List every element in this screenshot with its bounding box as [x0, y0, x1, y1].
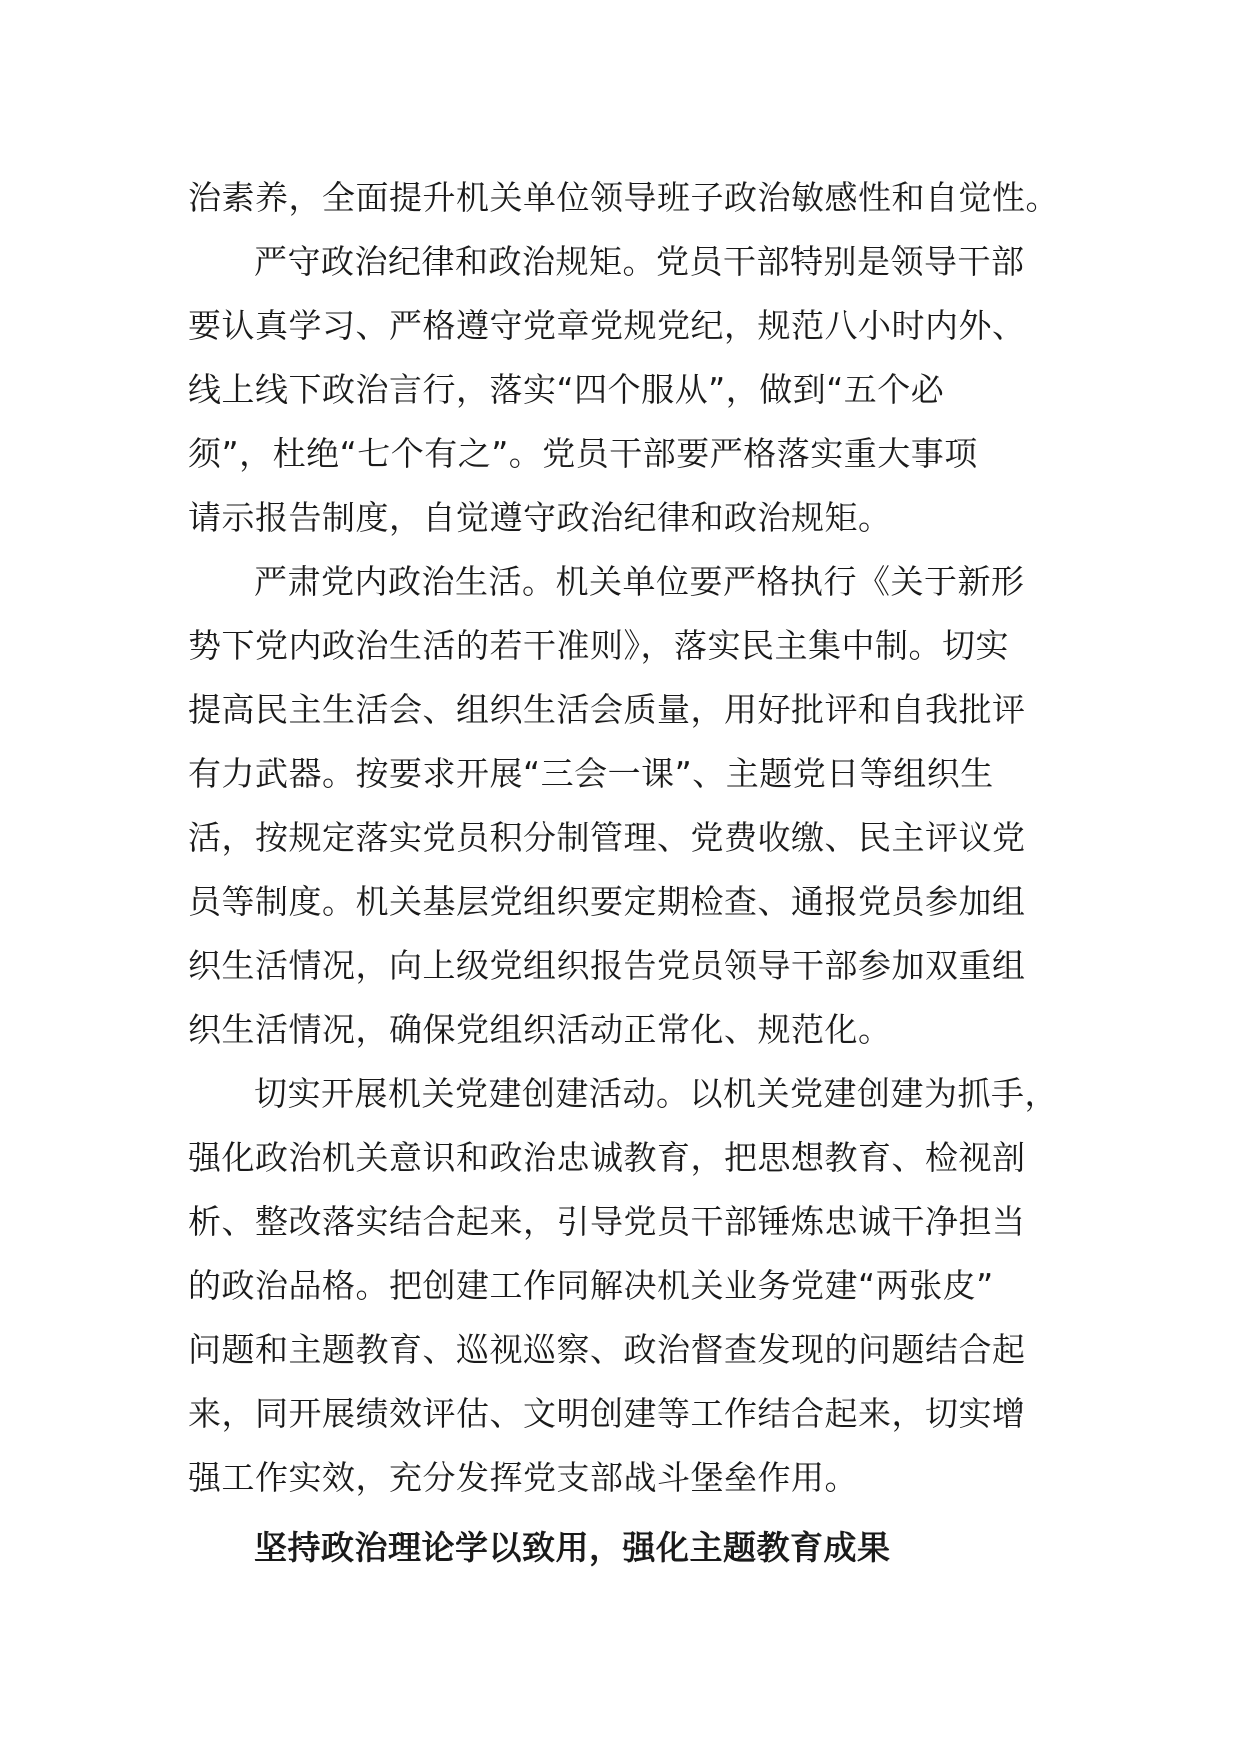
text-line: 请示报告制度，自觉遵守政治纪律和政治规矩。: [188, 498, 892, 537]
text-line: 问题和主题教育、巡视巡察、政治督查发现的问题结合起: [188, 1330, 1026, 1369]
text-line: 来，同开展绩效评估、文明创建等工作结合起来，切实增: [188, 1394, 1026, 1433]
text-line: 治素养，全面提升机关单位领导班子政治敏感性和自觉性。: [188, 178, 1059, 217]
text-line: 强工作实效，充分发挥党支部战斗堡垒作用。: [188, 1458, 858, 1497]
text-line: 的政治品格。把创建工作同解决机关业务党建“两张皮”: [188, 1266, 994, 1305]
text-line: 析、整改落实结合起来，引导党员干部锤炼忠诚干净担当: [188, 1202, 1026, 1241]
text-line: 提高民主生活会、组织生活会质量，用好批评和自我批评: [188, 690, 1026, 729]
text-line: 势下党内政治生活的若干准则》，落实民主集中制。切实: [188, 626, 1009, 665]
text-line: 切实开展机关党建创建活动。以机关党建创建为抓手，: [254, 1074, 1058, 1113]
text-line: 严守政治纪律和政治规矩。党员干部特别是领导干部: [254, 242, 1025, 281]
text-line: 线上线下政治言行，落实“四个服从”，做到“五个必: [188, 370, 945, 409]
text-line: 织生活情况，向上级党组织报告党员领导干部参加双重组: [188, 946, 1026, 985]
text-line: 有力武器。按要求开展“三会一课”、主题党日等组织生: [188, 754, 994, 793]
text-line: 须”，杜绝“七个有之”。党员干部要严格落实重大事项: [188, 434, 978, 473]
text-line: 活，按规定落实党员积分制管理、党费收缴、民主评议党: [188, 818, 1026, 857]
text-line: 严肃党内政治生活。机关单位要严格执行《关于新形: [254, 562, 1025, 601]
section-heading: 坚持政治理论学以致用，强化主题教育成果: [254, 1528, 891, 1567]
document-body: [188, 166, 1068, 1580]
text-line: 员等制度。机关基层党组织要定期检查、通报党员参加组: [188, 882, 1026, 921]
text-line: 强化政治机关意识和政治忠诚教育，把思想教育、检视剖: [188, 1138, 1026, 1177]
text-line: 要认真学习、严格遵守党章党规党纪，规范八小时内外、: [188, 306, 1026, 345]
text-line: 织生活情况，确保党组织活动正常化、规范化。: [188, 1010, 892, 1049]
